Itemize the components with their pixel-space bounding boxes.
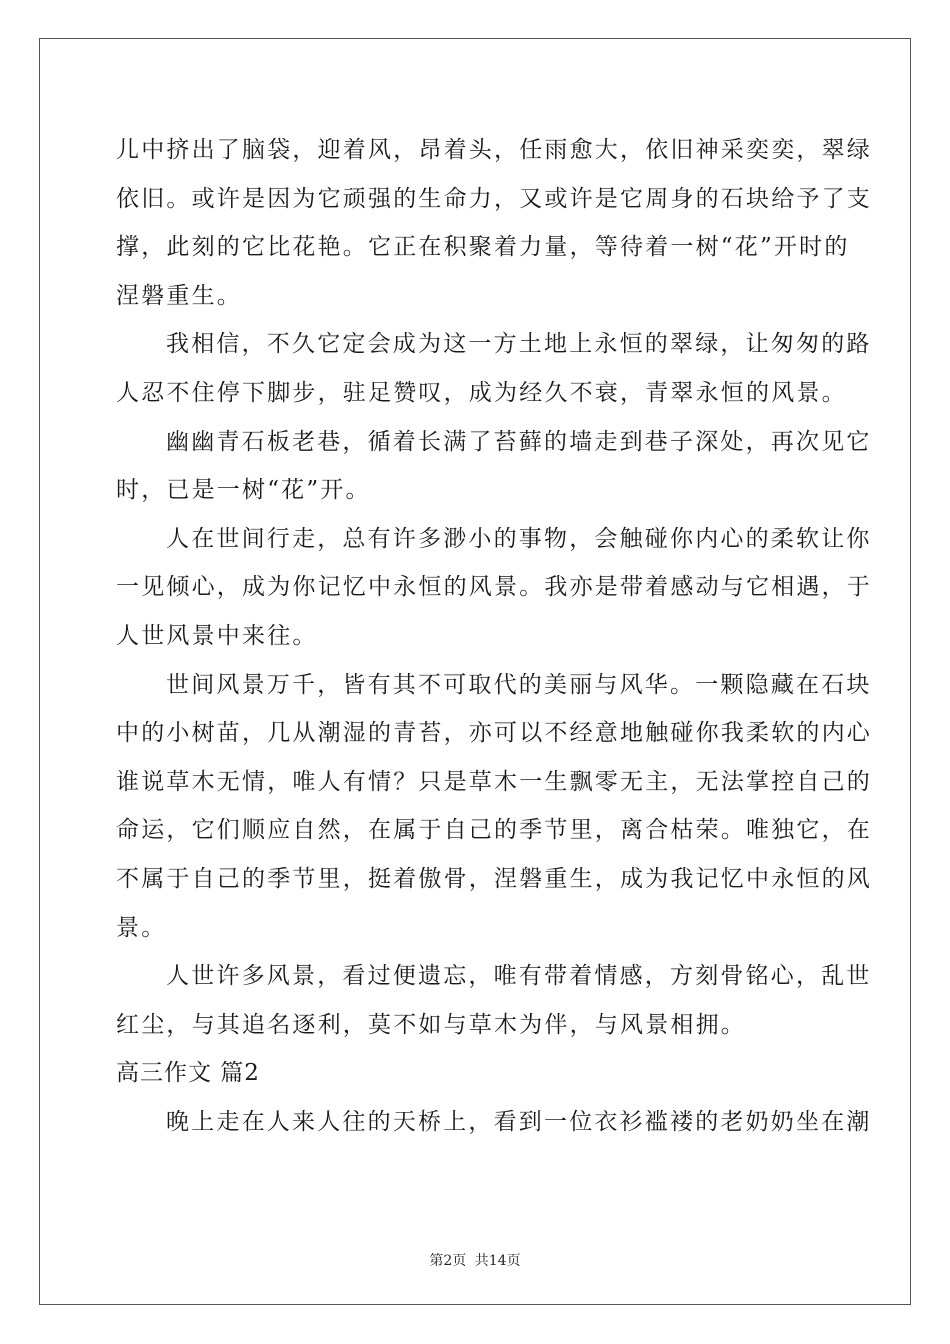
text-line: 人忍不住停下脚步，驻足赞叹，成为经久不衰，青翠永恒的风景。 [116, 379, 847, 406]
paragraph-start-line: 人在世间行走，总有许多渺小的事物，会触碰你内心的柔软让你 [166, 525, 872, 552]
paragraph-start-line: 世间风景万千，皆有其不可取代的美丽与风华。一颗隐藏在石块 [166, 671, 872, 698]
page-footer [0, 1250, 950, 1270]
paragraph-start-line: 幽幽青石板老巷，循着长满了苔藓的墙走到巷子深处，再次见它 [166, 428, 872, 455]
paragraph-start-line: 人世许多风景，看过便遗忘，唯有带着情感，方刻骨铭心，乱世 [166, 963, 872, 990]
text-line: 时，已是一树“花”开。 [116, 477, 371, 504]
section-heading: 高三作文 篇2 [116, 1060, 260, 1087]
text-line: 景。 [116, 914, 167, 941]
paragraph-start-line: 晚上走在人来人往的天桥上，看到一位衣衫褴褛的老奶奶坐在潮 [166, 1108, 872, 1135]
text-line: 谁说草木无情，唯人有情？只是草木一生飘零无主，无法掌控自己的 [116, 768, 872, 795]
page-total: 共14页 [474, 1253, 521, 1269]
text-line: 撑，此刻的它比花艳。它正在积聚着力量，等待着一树“花”开时的 [116, 234, 850, 261]
text-line: 不属于自己的季节里，挺着傲骨，涅磐重生，成为我记忆中永恒的风 [116, 865, 872, 892]
text-line: 红尘，与其追名逐利，莫不如与草木为伴，与风景相拥。 [116, 1011, 746, 1038]
text-line: 命运，它们顺应自然，在属于自己的季节里，离合枯荣。唯独它，在 [116, 817, 872, 844]
text-line: 中的小树苗，几从潮湿的青苔，亦可以不经意地触碰你我柔软的内心 [116, 720, 872, 747]
page-number: 第2页 [429, 1253, 467, 1269]
text-line: 涅磐重生。 [116, 282, 242, 309]
text-line: 依旧。或许是因为它顽强的生命力，又或许是它周身的石块给予了支 [116, 185, 872, 212]
text-line: 一见倾心，成为你记忆中永恒的风景。我亦是带着感动与它相遇，于 [116, 574, 872, 601]
text-line: 儿中挤出了脑袋，迎着风，昂着头，任雨愈大，依旧神采奕奕，翠绿 [116, 137, 872, 163]
paragraph-start-line: 我相信，不久它定会成为这一方土地上永恒的翠绿，让匆匆的路 [166, 331, 872, 358]
document-body [116, 126, 872, 1146]
text-line: 人世风景中来往。 [116, 622, 318, 649]
